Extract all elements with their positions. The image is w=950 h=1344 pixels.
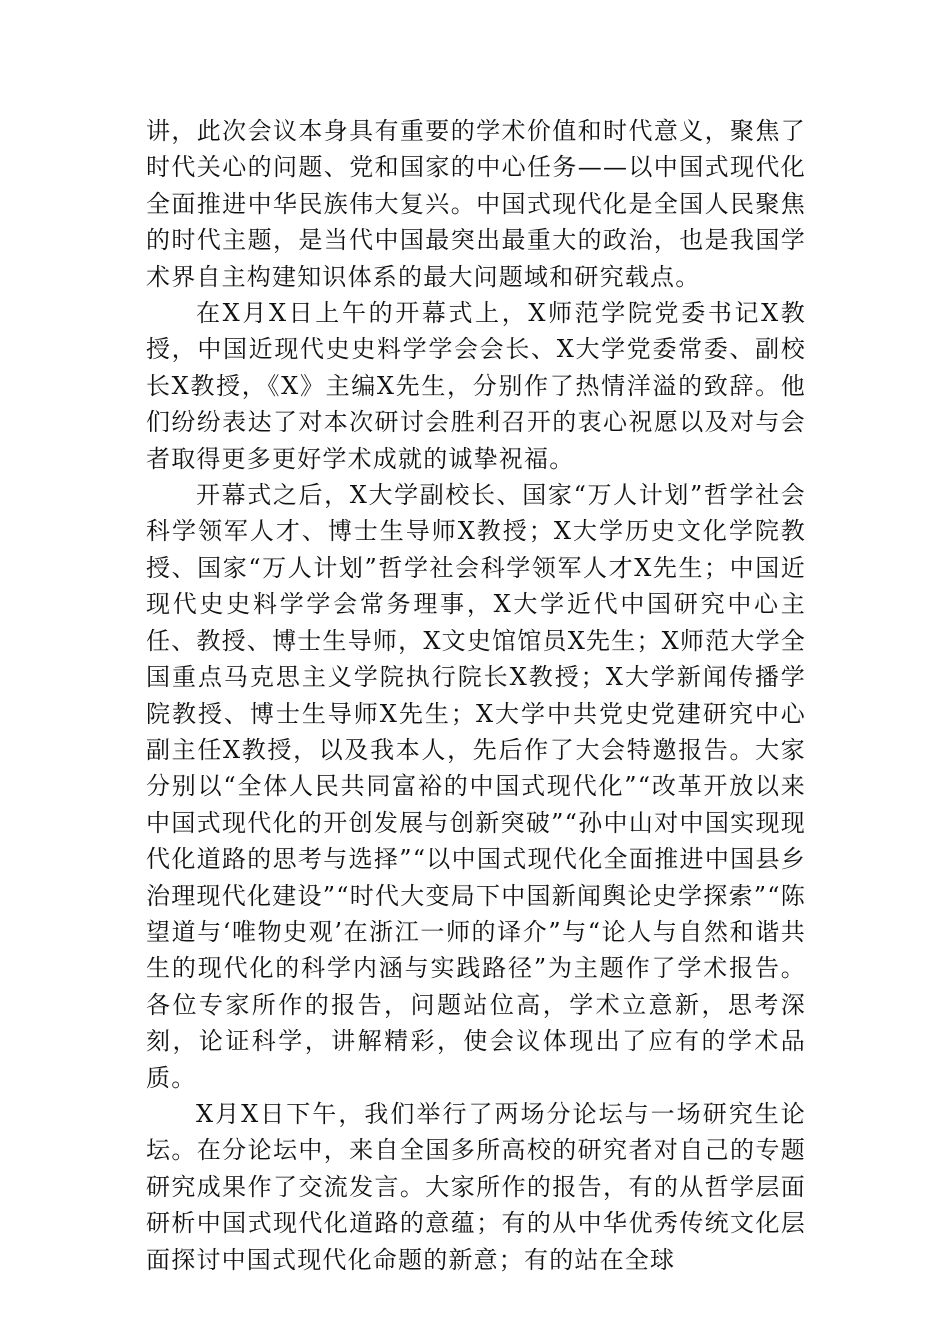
paragraph-3: 开幕式之后，X大学副校长、国家“万人计划”哲学社会科学领军人才、博士生导师X教授；X大学历史文化学院教授、国家“万人计划”哲学社会科学领军人才X先生；中国近现代史史料学学会常务理事，X大学近代中国研究中心主任、教授、博士生导师，X文史馆馆员X先生；X师范大学全国重点马克思主义学院执行院长X教授；X大学新闻传播学院教授、博士生导师X先生；X大学中共党史党建研究中心副主任X教授，以及我本人，先后作了大会特邀报告。大家分别以“全体人民共同富裕的中国式现代化”“改革开放以来中国式现代化的开创发展与创新突破”“孙中山对中国实现现代化道路的思考与选择”“以中国式现代化全面推进中国县乡治理现代化建设”“时代大变局下中国新闻舆论史学探索”“陈望道与‘唯物史观’在浙江一师的译介”与“论人与自然和谐共生的现代化的科学内涵与实践路径”为主题作了学术报告。各位专家所作的报告，问题站位高，学术立意新，思考深刻，论证科学，讲解精彩，使会议体现出了应有的学术品质。 bbox=[146, 481, 806, 1092]
paragraph-2: 在X月X日上午的开幕式上，X师范学院党委书记X教授，中国近现代史史料学学会会长、X大学党委常委、副校长X教授，《X》主编X先生，分别作了热情洋溢的致辞。他们纷纷表达了对本次研讨会胜利召开的衷心祝愿以及对与会者取得更多更好学术成就的诚挚祝福。 bbox=[146, 299, 806, 473]
paragraph-1: 讲，此次会议本身具有重要的学术价值和时代意义，聚焦了时代关心的问题、党和国家的中心任务——以中国式现代化全面推进中华民族伟大复兴。中国式现代化是全国人民聚焦的时代主题，是当代中国最突出最重大的政治，也是我国学术界自主构建知识体系的最大问题域和研究载点。 bbox=[146, 117, 806, 291]
document-body bbox=[146, 113, 806, 1278]
paragraph-4: X月X日下午，我们举行了两场分论坛与一场研究生论坛。在分论坛中，来自全国多所高校的研究者对自己的专题研究成果作了交流发言。大家所作的报告，有的从哲学层面研析中国式现代化道路的意蕴；有的从中华优秀传统文化层面探讨中国式现代化命题的新意；有的站在全球 bbox=[146, 1099, 806, 1274]
